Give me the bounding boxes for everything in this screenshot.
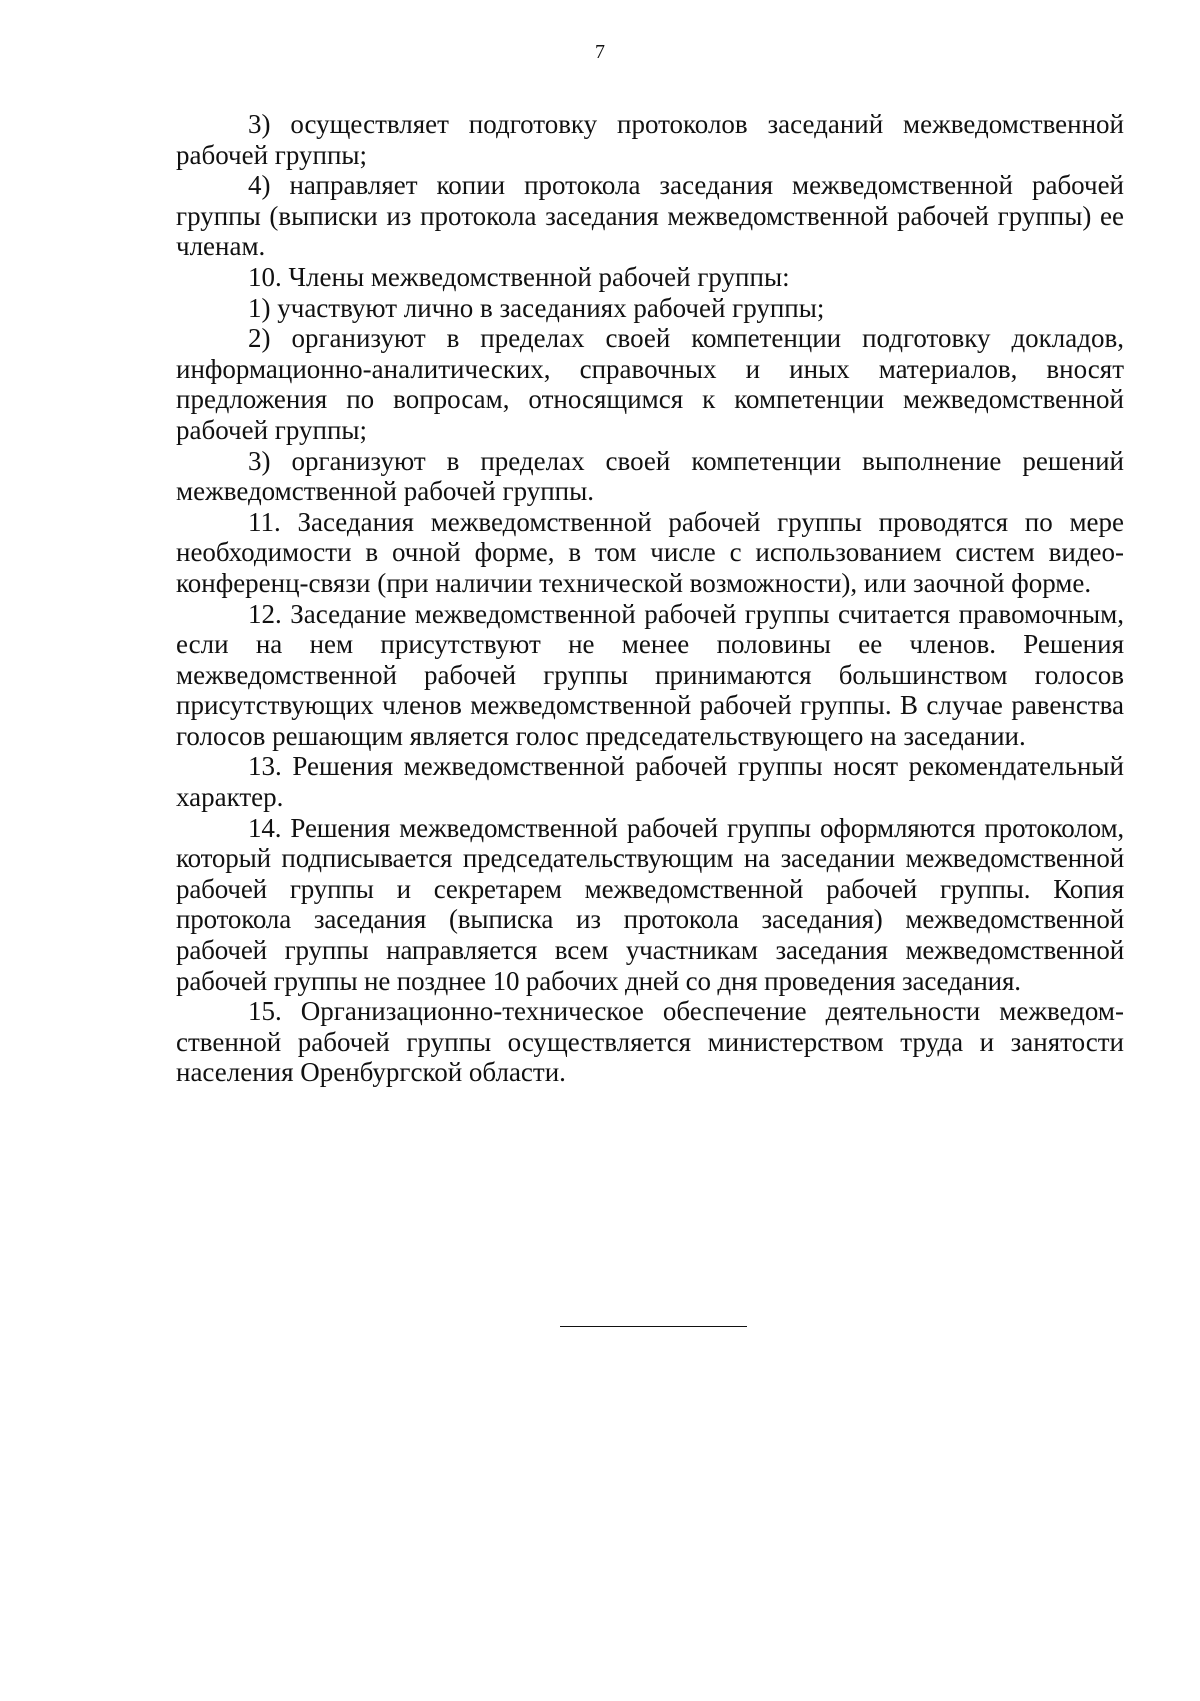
paragraph-15-support: 15. Организационно-техническое обеспечение деятельности межведомственной рабочей группы осуществляется министерством труда и занятости населения Оренбургской области. [176, 996, 1124, 1088]
end-divider-line [560, 1326, 747, 1327]
paragraph-13-decisions: 13. Решения межведомственной рабочей группы носят рекомендательный характер. [176, 751, 1124, 813]
paragraph-14-protocol: 14. Решения межведомственной рабочей группы оформляются протоколом, который подписывается председательствующим на заседании межведомственной рабочей группы и секретарем межведомственной рабочей группы. Копия протокола заседания (выписка из протокола заседания) межведомственной рабочей группы направляется всем участникам заседания межведомственной рабочей группы не позднее 10 рабочих дней со дня проведения заседания. [176, 812, 1124, 996]
document-body [176, 109, 1124, 1088]
paragraph-11-meetings: 11. Заседания межведомственной рабочей группы проводятся по мере необходимости в очной форме, в том числе с использованием систем видеоконференц-связи (при наличии технической возможности), или заочной форме. [176, 506, 1124, 598]
page-number: 7 [595, 41, 605, 63]
paragraph-item-3-protocols: 3) осуществляет подготовку протоколов заседаний межведомственной рабочей группы; [176, 109, 1124, 170]
paragraph-12-quorum: 12. Заседание межведомственной рабочей группы считается правомочным, если на нем присутствуют не менее половины ее членов. Решения межведомственной рабочей группы принимаются большинством голосов присутствующих членов межведомственной рабочей группы. В случае равенства голосов решающим является голос председательствующего на заседании. [176, 598, 1124, 751]
paragraph-10-item-2: 2) организуют в пределах своей компетенции подготовку докладов, информационно-аналитических, справочных и иных материалов, вносят предложения по вопросам, относящимся к компетенции межведомственной рабочей группы; [176, 323, 1124, 445]
paragraph-10-item-1: 1) участвуют лично в заседаниях рабочей группы; [248, 292, 825, 323]
paragraph-10-item-3: 3) организуют в пределах своей компетенции выполнение решений межведомственной рабочей группы. [176, 445, 1124, 507]
paragraph-10-members: 10. Члены межведомственной рабочей группы: [248, 261, 790, 292]
paragraph-item-4-copies: 4) направляет копии протокола заседания межведомственной рабочей группы (выписки из протокола заседания межведомственной рабочей группы) ее членам. [176, 170, 1124, 262]
